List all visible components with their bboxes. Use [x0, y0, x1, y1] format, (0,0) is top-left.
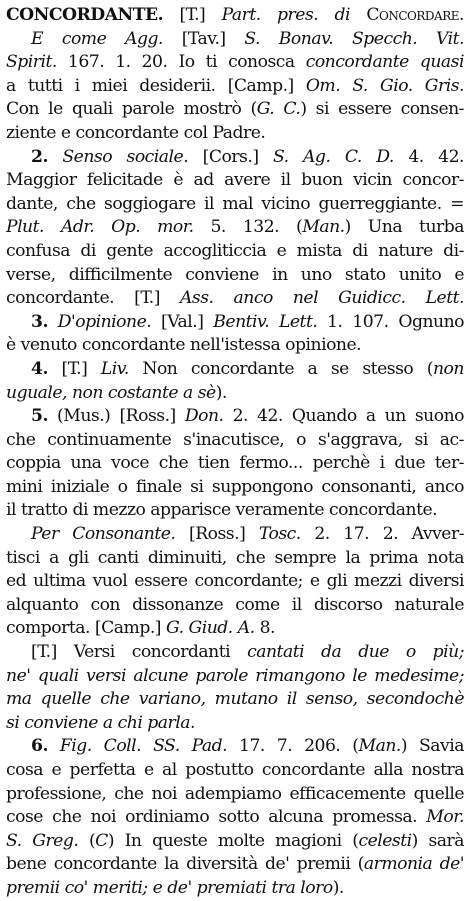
- italic-run: G. C.: [256, 99, 301, 120]
- text-run: ) Savia: [400, 736, 464, 757]
- text-run: 4. 42.: [393, 146, 464, 167]
- small-caps-run: Concordare.: [366, 5, 464, 25]
- italic-run: E come Agg.: [31, 28, 163, 49]
- italic-run: G. Giud. A.: [165, 618, 255, 639]
- entry-line: [6, 688, 464, 712]
- text-run: cosa e perfetta e al postutto concordante alla nostra: [6, 760, 464, 780]
- text-run: 1. 107. Ognuno: [317, 311, 464, 332]
- text-run: ed ultima vuol essere concordante; e gli mezzi diversi: [6, 571, 464, 592]
- italic-run: C: [95, 830, 108, 851]
- italic-run: si conviene a chi parla.: [6, 712, 195, 733]
- entry-line: [6, 358, 464, 382]
- entry-line: [6, 334, 464, 358]
- entry-line: [6, 712, 464, 736]
- italic-run: D'opinione.: [57, 311, 152, 332]
- text-run: mini iniziale o finale si suppongono consonanti, anco: [6, 476, 464, 497]
- italic-run: S. Ag. C. D.: [272, 146, 394, 167]
- entry-line: [6, 287, 464, 311]
- italic-run: uguale, non costante a sè: [6, 382, 216, 403]
- text-run: [T.]: [163, 5, 222, 25]
- entry-line: [6, 523, 464, 547]
- entry-line: [6, 853, 464, 877]
- bold-run: 5.: [31, 406, 48, 427]
- text-run: (: [78, 830, 96, 851]
- text-run: alquanto con dissonanze come il discorso naturale: [6, 594, 464, 615]
- text-run: 5. 132. (: [193, 217, 303, 238]
- text-run: il tratto di mezzo apparisce veramente concordante.: [6, 500, 438, 521]
- entry-line: [6, 594, 464, 618]
- italic-run: Man.: [358, 736, 401, 757]
- text-run: 2. 17. 2. Avver-: [300, 524, 464, 545]
- entry-line: [6, 28, 464, 52]
- entry-line: [6, 806, 464, 830]
- text-run: ) In queste molte magioni (: [107, 830, 359, 851]
- entry-line: [6, 617, 464, 641]
- text-run: cose che noi ordiniamo sotto alcuna promessa.: [6, 807, 427, 828]
- bold-run: 2.: [31, 146, 48, 167]
- dictionary-entry-concordante: [6, 4, 464, 901]
- entry-line: [6, 4, 464, 28]
- entry-line: [6, 405, 464, 429]
- italic-run: Don.: [184, 406, 224, 427]
- text-run: ).: [215, 382, 227, 403]
- entry-line: [6, 830, 464, 854]
- text-run: 167. 1. 20. Io ti conosca: [56, 52, 306, 73]
- italic-run: Spirit.: [6, 52, 57, 73]
- italic-run: Fig. Coll. SS. Pad.: [59, 736, 228, 757]
- entry-line: [6, 382, 464, 406]
- text-run: ziente e concordante col Padre.: [6, 122, 266, 143]
- italic-run: S. Bonav. Specch. Vit.: [244, 28, 464, 49]
- bold-run: 6.: [31, 736, 48, 757]
- italic-run: Om. S. Gio. Gris.: [305, 75, 464, 96]
- bold-run: 3.: [31, 311, 48, 332]
- text-run: è venuto concordante nell'istessa opinione.: [6, 335, 362, 356]
- entry-line: [6, 51, 464, 75]
- entry-line: [6, 193, 464, 217]
- italic-run: Mor.: [426, 807, 464, 828]
- text-run: 17. 7. 206. (: [227, 736, 359, 757]
- text-run: Con le quali parole mostrò (: [6, 99, 257, 120]
- italic-run: cantati da due o più;: [247, 642, 464, 663]
- text-run: ) sarà: [411, 830, 464, 851]
- italic-run: Bentiv. Lett.: [213, 311, 318, 332]
- text-run: [48, 736, 60, 756]
- italic-run: Ass. anco nel Guidicc. Lett.: [179, 288, 464, 309]
- entry-line: [6, 264, 464, 288]
- entry-line: [6, 169, 464, 193]
- entry-line: [6, 570, 464, 594]
- italic-run: ma quelle che variano, mutano il senso, secondochè: [6, 689, 464, 710]
- italic-run: Part. pres. di: [221, 5, 367, 25]
- italic-run: Plut. Adr. Op. mor.: [6, 217, 194, 238]
- italic-run: ne' quali versi alcune parole rimangono le medesime;: [6, 665, 464, 686]
- entry-line: [6, 759, 464, 783]
- bold-run: CONCORDANTE.: [6, 5, 164, 25]
- text-run: [Val.]: [151, 311, 214, 332]
- text-run: verse, difficilmente conviene in uno stato unito e: [6, 264, 464, 285]
- entry-line: [6, 429, 464, 453]
- entry-line: [6, 452, 464, 476]
- text-run: [Ross.]: [175, 524, 259, 545]
- text-run: bene concordante la diversità de' premii (: [6, 854, 364, 875]
- text-run: confusa di gente accogliticcia e mista di nature di-: [6, 240, 464, 261]
- text-run: [Tav.]: [162, 28, 245, 49]
- italic-run: Liv.: [100, 358, 129, 379]
- italic-run: S. Greg.: [6, 830, 79, 851]
- italic-run: Man.: [302, 217, 345, 238]
- bold-run: 4.: [31, 358, 48, 379]
- text-run: tisci a gli canti diminuiti, che sempre la prima nota: [6, 547, 464, 568]
- entry-line: [6, 98, 464, 122]
- text-run: Maggior felicitade è ad avere il buon vicin concor-: [6, 170, 464, 191]
- italic-run: concordante quasi: [305, 52, 464, 73]
- entry-line: [6, 311, 464, 335]
- text-run: concordante. [T.]: [6, 288, 180, 309]
- text-run: ) Una turba: [344, 217, 464, 238]
- text-run: 8.: [254, 618, 275, 639]
- entry-line: [6, 641, 464, 665]
- entry-line: [6, 665, 464, 689]
- italic-run: Tosc.: [258, 524, 301, 545]
- text-run: a tutti i miei desiderii. [Camp.]: [6, 75, 306, 96]
- text-run: [48, 312, 58, 332]
- italic-run: Senso sociale.: [62, 146, 189, 167]
- entry-line: [6, 216, 464, 240]
- text-run: Non concordante a se stesso (: [128, 358, 433, 379]
- italic-run: Per Consonante.: [31, 524, 176, 545]
- text-run: dante, che soggiogare il mal vicino guerreggiante. =: [6, 193, 464, 214]
- text-run: ) si essere consen-: [300, 99, 464, 120]
- text-run: coppia una voce che tien fermo... perchè i due ter-: [6, 453, 464, 474]
- italic-run: celesti: [358, 830, 412, 851]
- text-run: professione, che noi adempiamo efficacemente quelle: [6, 783, 464, 804]
- text-run: 2. 42. Quando a un suono: [223, 406, 464, 427]
- text-run: [48, 147, 62, 167]
- entry-line: [6, 877, 464, 901]
- italic-run: armonia de': [363, 854, 464, 875]
- text-run: [T.] Versi concordanti: [31, 642, 248, 663]
- entry-line: [6, 783, 464, 807]
- text-run: [Cors.]: [188, 146, 273, 167]
- entry-line: [6, 240, 464, 264]
- entry-line: [6, 547, 464, 571]
- entry-line: [6, 476, 464, 500]
- italic-run: premii co' meriti; e de' premiati tra loro: [6, 877, 333, 898]
- text-run: che continuamente s'inacutisce, o s'aggrava, si ac-: [6, 429, 464, 450]
- entry-line: [6, 75, 464, 99]
- entry-line: [6, 122, 464, 146]
- text-run: comporta. [Camp.]: [6, 618, 166, 639]
- entry-line: [6, 735, 464, 759]
- entry-line: [6, 499, 464, 523]
- text-run: (Mus.) [Ross.]: [47, 406, 185, 427]
- text-run: [T.]: [47, 358, 101, 379]
- italic-run: non: [432, 358, 464, 379]
- text-run: ).: [332, 877, 344, 898]
- entry-line: [6, 146, 464, 170]
